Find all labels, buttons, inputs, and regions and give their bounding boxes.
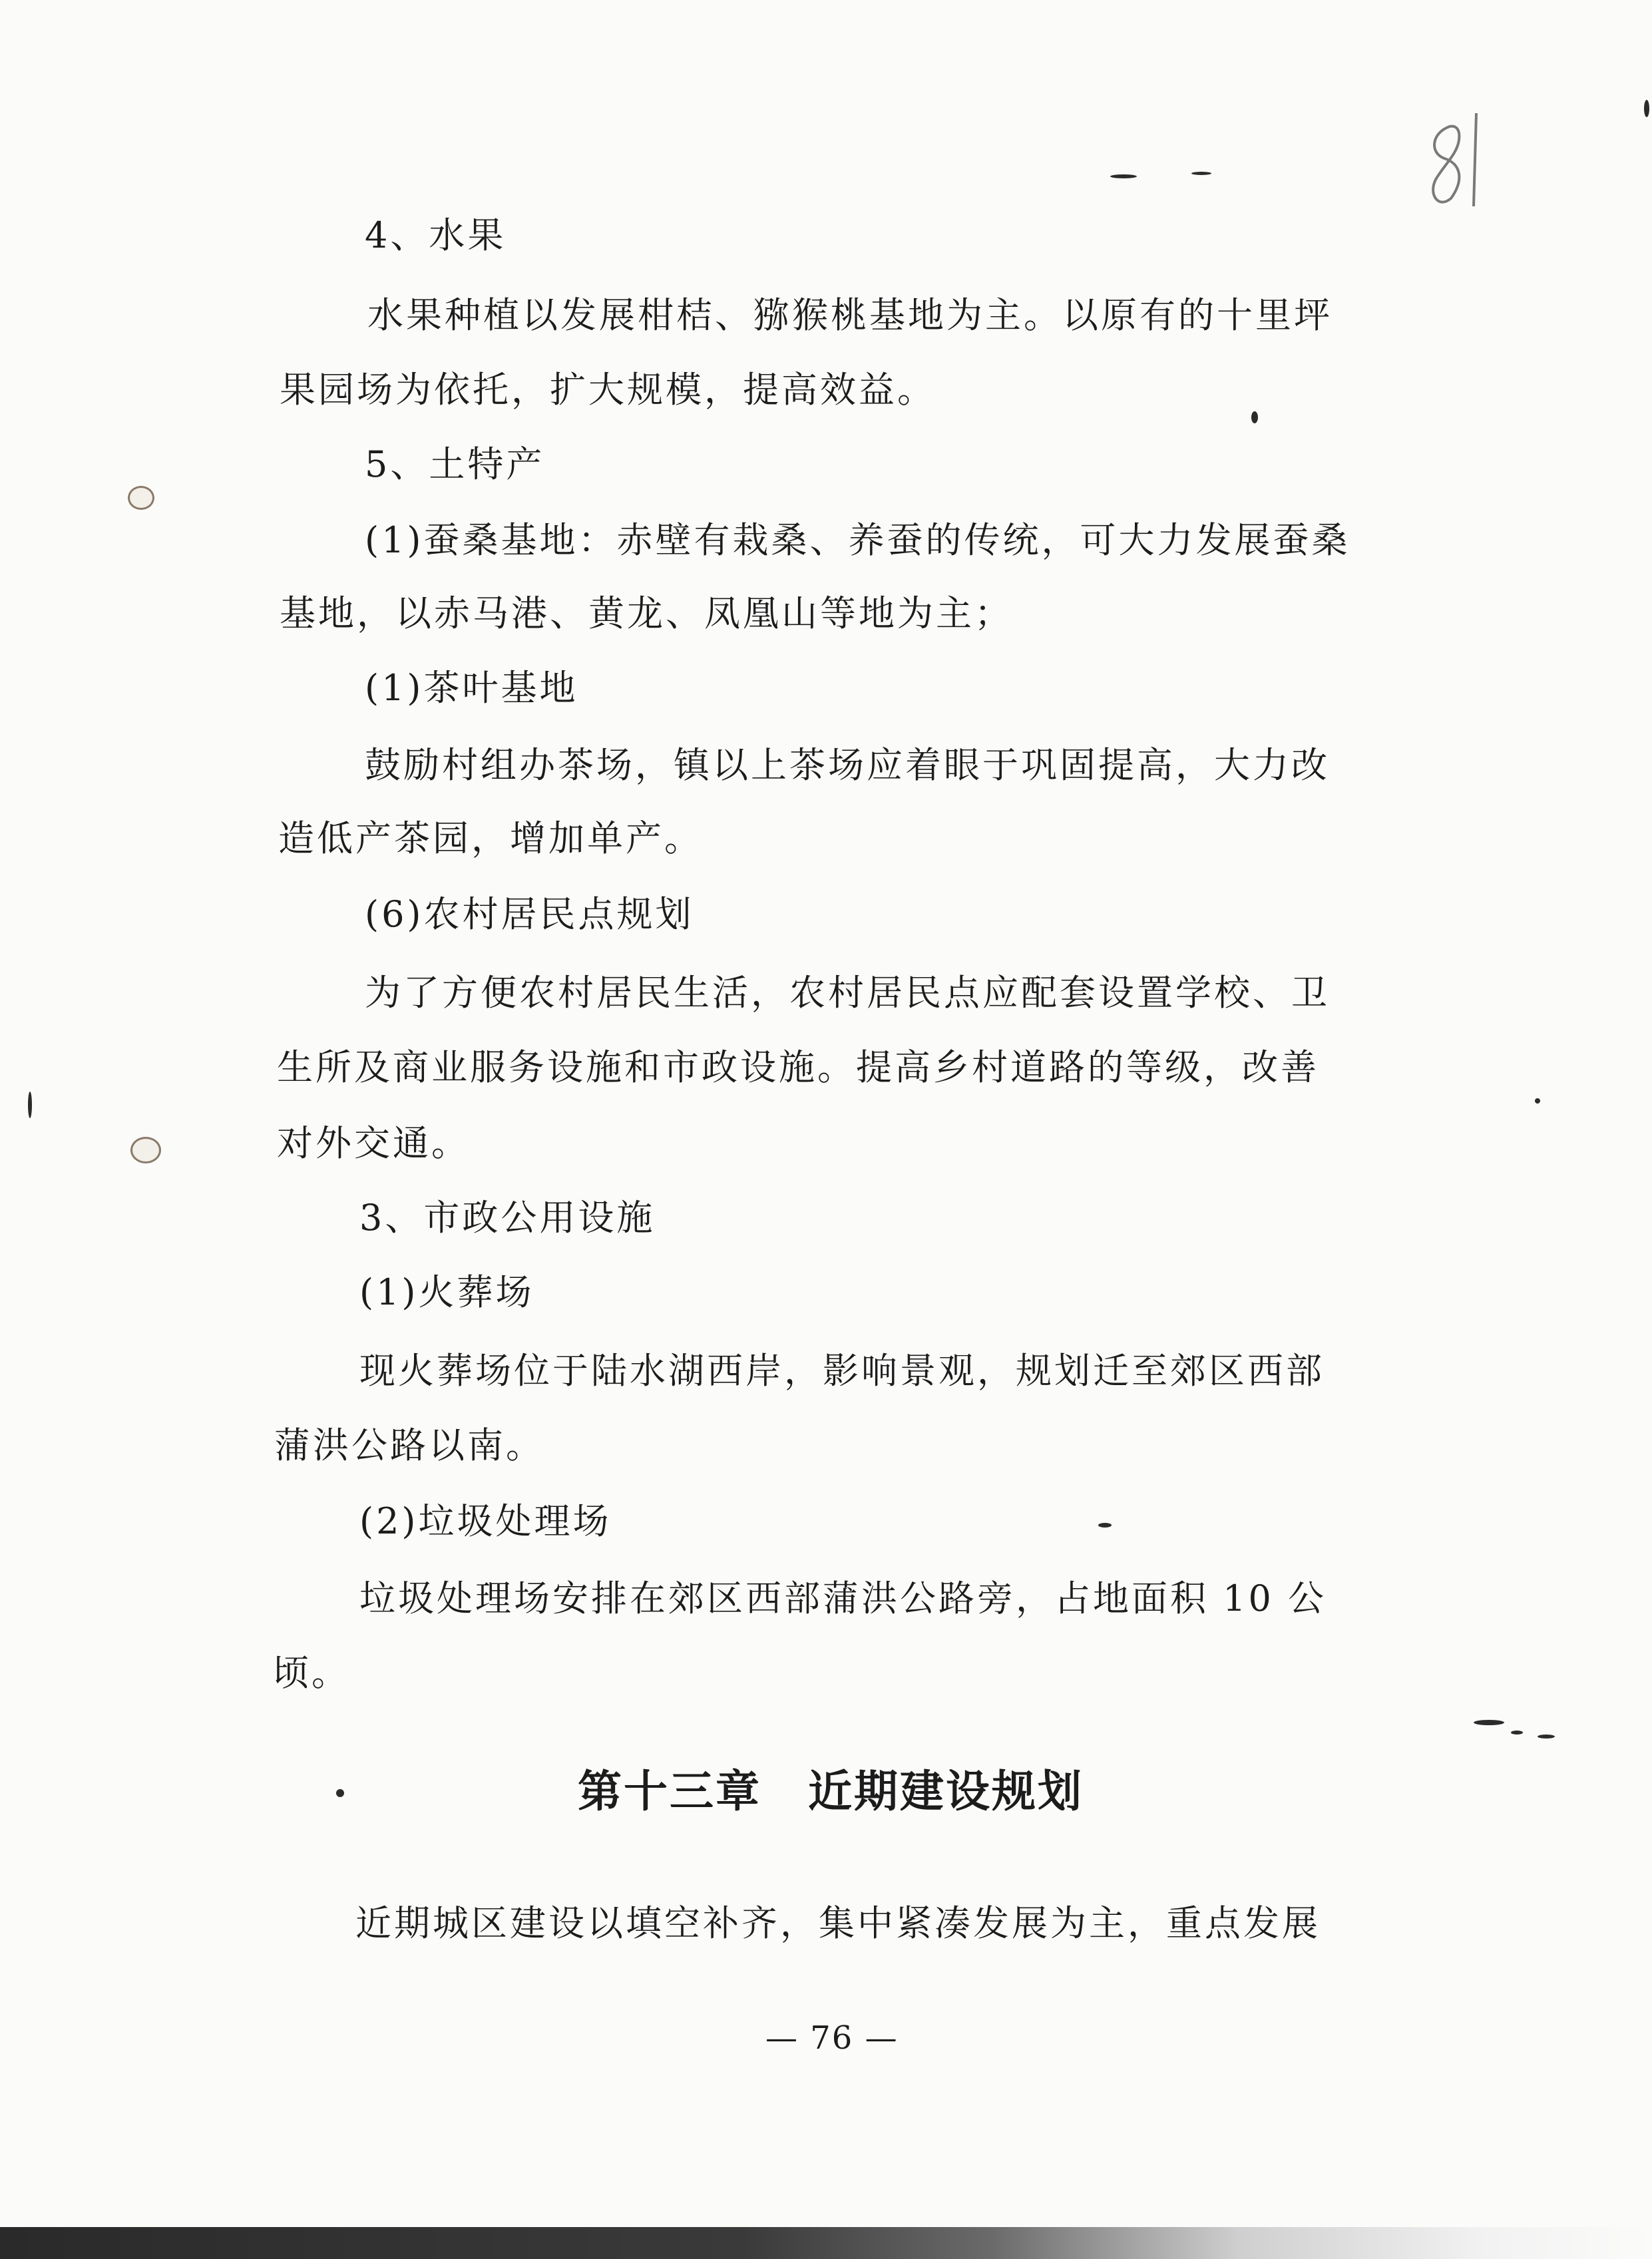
text-line: 垃圾处理场安排在郊区西部蒲洪公路旁，占地面积 10 公 — [359, 1577, 1327, 1619]
chapter-title: 近期建设规划 — [808, 1766, 1084, 1817]
chapter-number: 第十三章 — [578, 1766, 761, 1817]
text-line: 为了方便农村居民生活，农村居民点应配套设置学校、卫 — [365, 972, 1330, 1014]
text-line: 造低产茶园，增加单产。 — [278, 817, 703, 859]
text-line: 生所及商业服务设施和市政设施。提高乡村道路的等级，改善 — [277, 1046, 1319, 1088]
text-line: (2)垃圾处理场 — [359, 1500, 612, 1542]
chapter-heading — [578, 1765, 1084, 1818]
text-line: 基地，以赤马港、黄龙、凤凰山等地为主； — [280, 592, 1013, 634]
text-line: 3、市政公用设施 — [359, 1197, 656, 1239]
text-line: 对外交通。 — [277, 1122, 470, 1164]
text-line: (1)茶叶基地 — [365, 667, 578, 709]
page-number: — 76 — — [765, 2019, 899, 2057]
text-line: 果园场为依托，扩大规模，提高效益。 — [280, 369, 936, 411]
text-line: 近期城区建设以填空补齐，集中紧凑发展为主，重点发展 — [355, 1902, 1321, 1944]
text-line: (1)蚕桑基地：赤壁有栽桑、养蚕的传统，可大力发展蚕桑 — [365, 519, 1350, 561]
text-line: 顷。 — [273, 1652, 350, 1694]
text-line: 5、土特产 — [365, 443, 545, 485]
scan-edge-bar — [0, 2227, 1652, 2259]
text-line: (1)火葬场 — [359, 1271, 534, 1313]
text-line: 鼓励村组办茶场，镇以上茶场应着眼于巩固提高，大力改 — [365, 744, 1330, 786]
text-line: 现火葬场位于陆水湖西岸，影响景观，规划迁至郊区西部 — [359, 1350, 1325, 1392]
text-line: (6)农村居民点规划 — [365, 893, 694, 935]
text-line: 4、水果 — [365, 214, 507, 256]
text-line: 水果种植以发展柑桔、猕猴桃基地为主。以原有的十里坪 — [367, 294, 1333, 336]
text-line: 蒲洪公路以南。 — [274, 1424, 544, 1466]
